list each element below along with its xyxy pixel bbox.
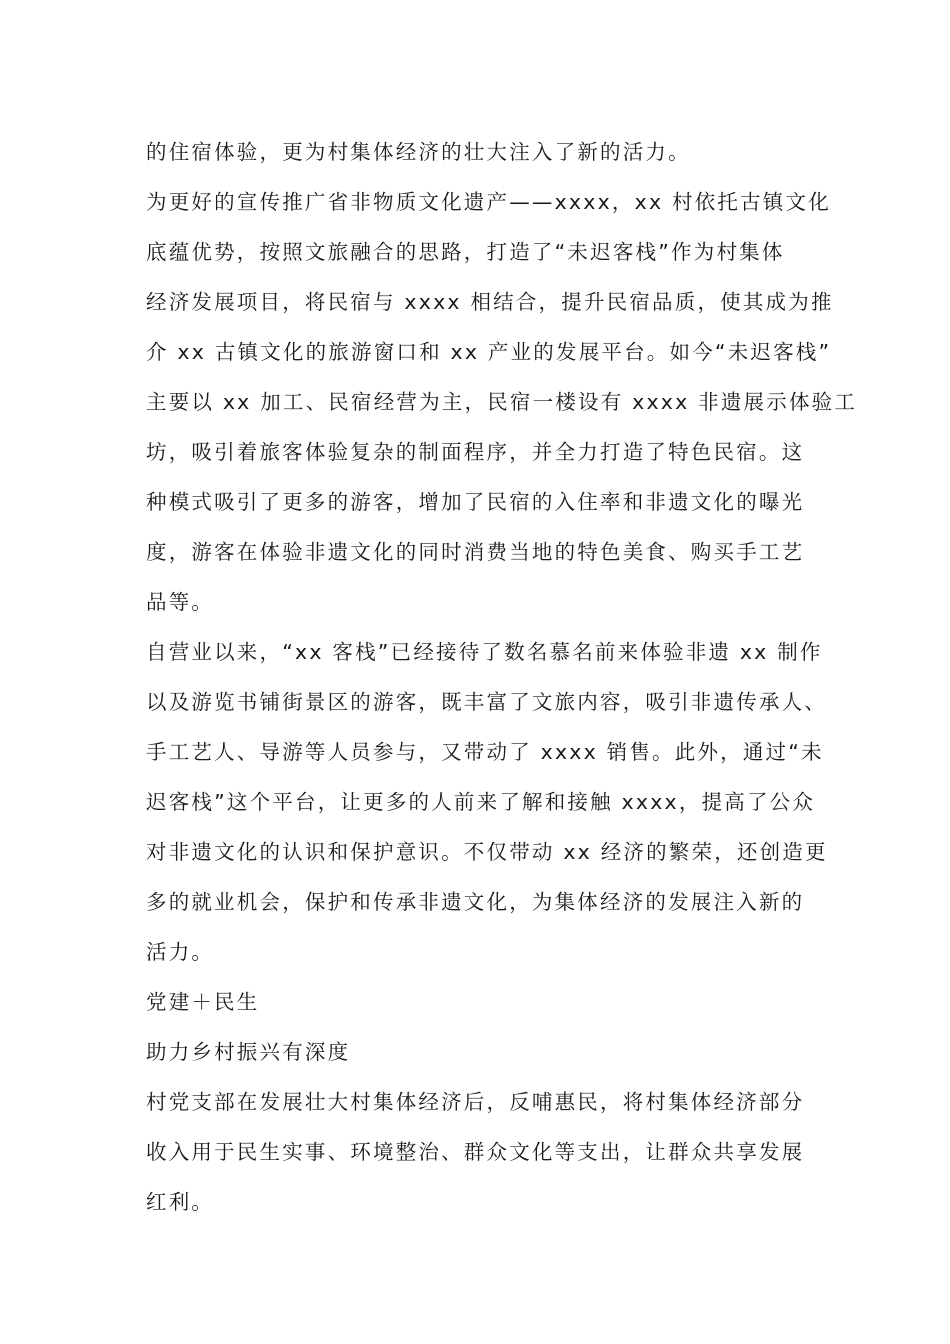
text-line: 种模式吸引了更多的游客，增加了民宿的入住率和非遗文化的曝光 [146, 490, 805, 514]
text-line: 活力。 [146, 940, 215, 964]
text-line: 坊，吸引着旅客体验复杂的制面程序，并全力打造了特色民宿。这 [146, 440, 805, 464]
text-line: 手工艺人、导游等人员参与，又带动了 xxxx 销售。此外，通过“未 [146, 740, 824, 764]
text-line: 经济发展项目，将民宿与 xxxx 相结合，提升民宿品质，使其成为推 [146, 290, 834, 314]
text-line: 迟客栈”这个平台，让更多的人前来了解和接触 xxxx，提高了公众 [146, 790, 816, 814]
text-line: 对非遗文化的认识和保护意识。不仅带动 xx 经济的繁荣，还创造更 [146, 840, 828, 864]
text-line: 红利。 [146, 1190, 215, 1214]
text-line: 底蕴优势，按照文旅融合的思路，打造了“未迟客栈”作为村集体 [146, 240, 785, 264]
text-line: 收入用于民生实事、环境整治、群众文化等支出，让群众共享发展 [146, 1140, 805, 1164]
text-line: 自营业以来，“xx 客栈”已经接待了数名慕名前来体验非遗 xx 制作 [146, 640, 823, 664]
text-line: 主要以 xx 加工、民宿经营为主，民宿一楼设有 xxxx 非遗展示体验工 [146, 390, 858, 414]
text-line: 多的就业机会，保护和传承非遗文化，为集体经济的发展注入新的 [146, 890, 805, 914]
text-line: 介 xx 古镇文化的旅游窗口和 xx 产业的发展平台。如今“未迟客栈” [146, 340, 832, 364]
text-line: 的住宿体验，更为村集体经济的壮大注入了新的活力。 [146, 140, 691, 164]
section-subheading: 助力乡村振兴有深度 [146, 1040, 351, 1064]
text-line: 以及游览书铺街景区的游客，既丰富了文旅内容，吸引非遗传承人、 [146, 690, 827, 714]
text-line: 度，游客在体验非遗文化的同时消费当地的特色美食、购买手工艺 [146, 540, 805, 564]
section-heading: 党建＋民生 [146, 990, 260, 1014]
text-line: 为更好的宣传推广省非物质文化遗产——xxxx，xx 村依托古镇文化 [146, 190, 831, 214]
text-line: 村党支部在发展壮大村集体经济后，反哺惠民，将村集体经济部分 [146, 1090, 805, 1114]
text-line: 品等。 [146, 590, 215, 614]
